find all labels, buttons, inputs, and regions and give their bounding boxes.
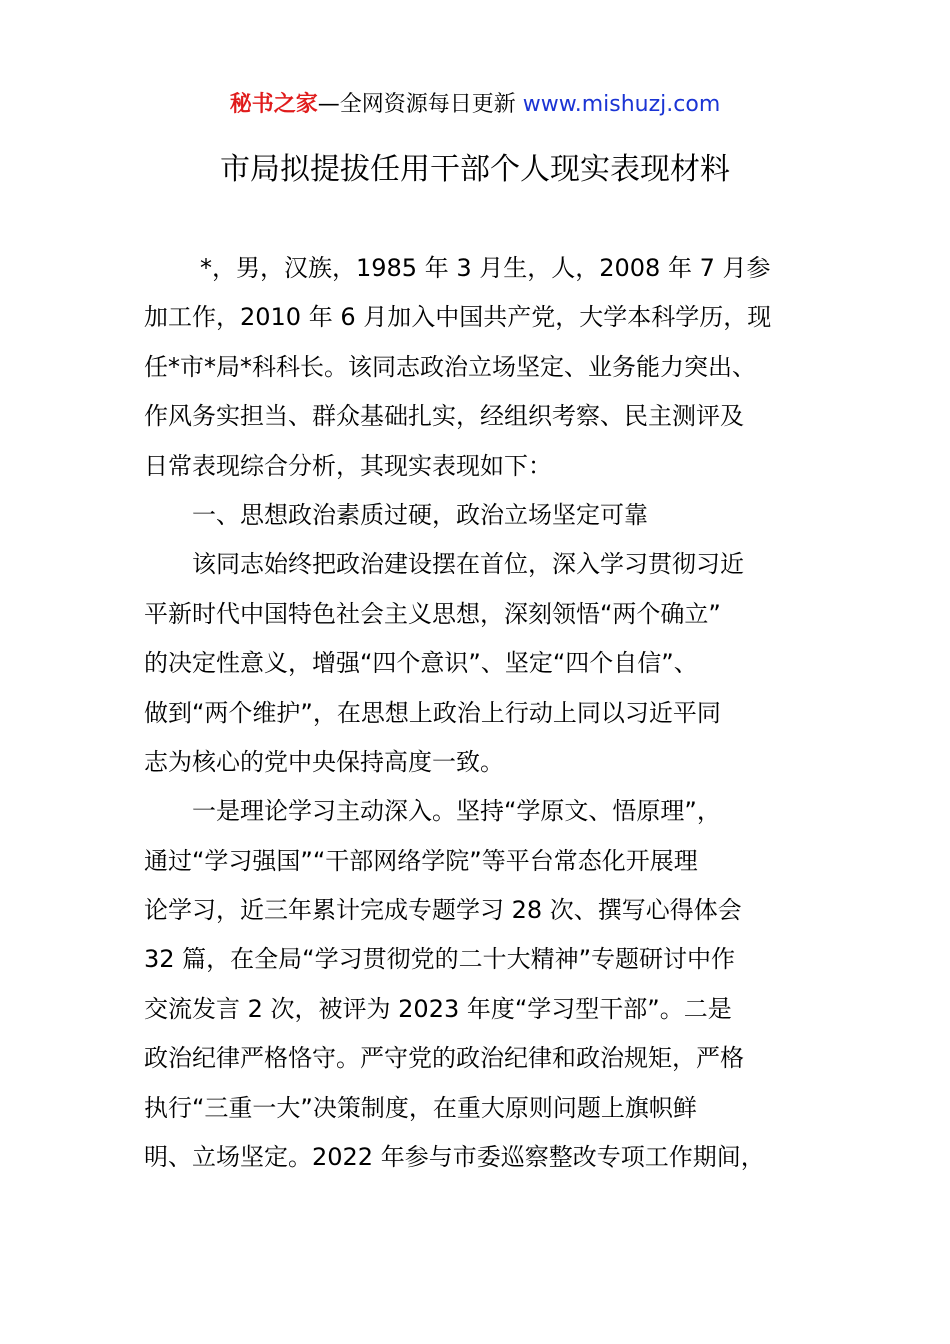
site-url-link[interactable]: www.mishuzj.com [522, 92, 721, 117]
document-body [144, 244, 810, 1182]
body-line: 志为核心的党中央保持高度一致。 [144, 747, 504, 776]
body-line: 交流发言 2 次，被评为 2023 年度“学习型干部”。二是 [144, 994, 732, 1023]
body-line: 加工作，2010 年 6 月加入中国共产党，大学本科学历，现 [144, 303, 772, 332]
body-line: 通过“学习强国”“干部网络学院”等平台常态化开展理 [144, 846, 698, 875]
body-line: 的决定性意义，增强“四个意识”、坚定“四个自信”、 [144, 649, 698, 678]
body-line: 作风务实担当、群众基础扎实，经组织考察、民主测评及 [144, 402, 744, 431]
body-line: *，男，汉族，1985 年 3 月生，人，2008 年 7 月参 [200, 254, 771, 282]
body-line: 执行“三重一大”决策制度，在重大原则问题上旗帜鲜 [144, 1093, 697, 1122]
body-line: 政治纪律严格恪守。严守党的政治纪律和政治规矩，严格 [144, 1044, 744, 1073]
body-line: 日常表现综合分析，其现实表现如下： [144, 451, 552, 480]
body-line: 一是理论学习主动深入。坚持“学原文、悟原理”， [192, 797, 721, 826]
site-tagline: —全网资源每日更新 [317, 92, 516, 117]
body-line: 做到“两个维护”，在思想上政治上行动上同以习近平同 [144, 698, 721, 727]
body-line: 该同志始终把政治建设摆在首位，深入学习贯彻习近 [192, 550, 744, 579]
document-title: 市局拟提拔任用干部个人现实表现材料 [220, 152, 730, 187]
body-line: 32 篇，在全局“学习贯彻党的二十大精神”专题研讨中作 [144, 945, 736, 974]
body-line: 平新时代中国特色社会主义思想，深刻领悟“两个确立” [144, 599, 721, 628]
body-line: 论学习，近三年累计完成专题学习 28 次、撰写心得体会 [144, 896, 742, 925]
body-line: 明、立场坚定。2022 年参与市委巡察整改专项工作期间， [144, 1143, 765, 1172]
brand-name: 秘书之家 [229, 92, 318, 117]
section-heading: 一、思想政治素质过硬，政治立场坚定可靠 [192, 500, 648, 529]
body-line: 任*市*局*科科长。该同志政治立场坚定、业务能力突出、 [144, 352, 756, 381]
site-header [0, 88, 950, 122]
